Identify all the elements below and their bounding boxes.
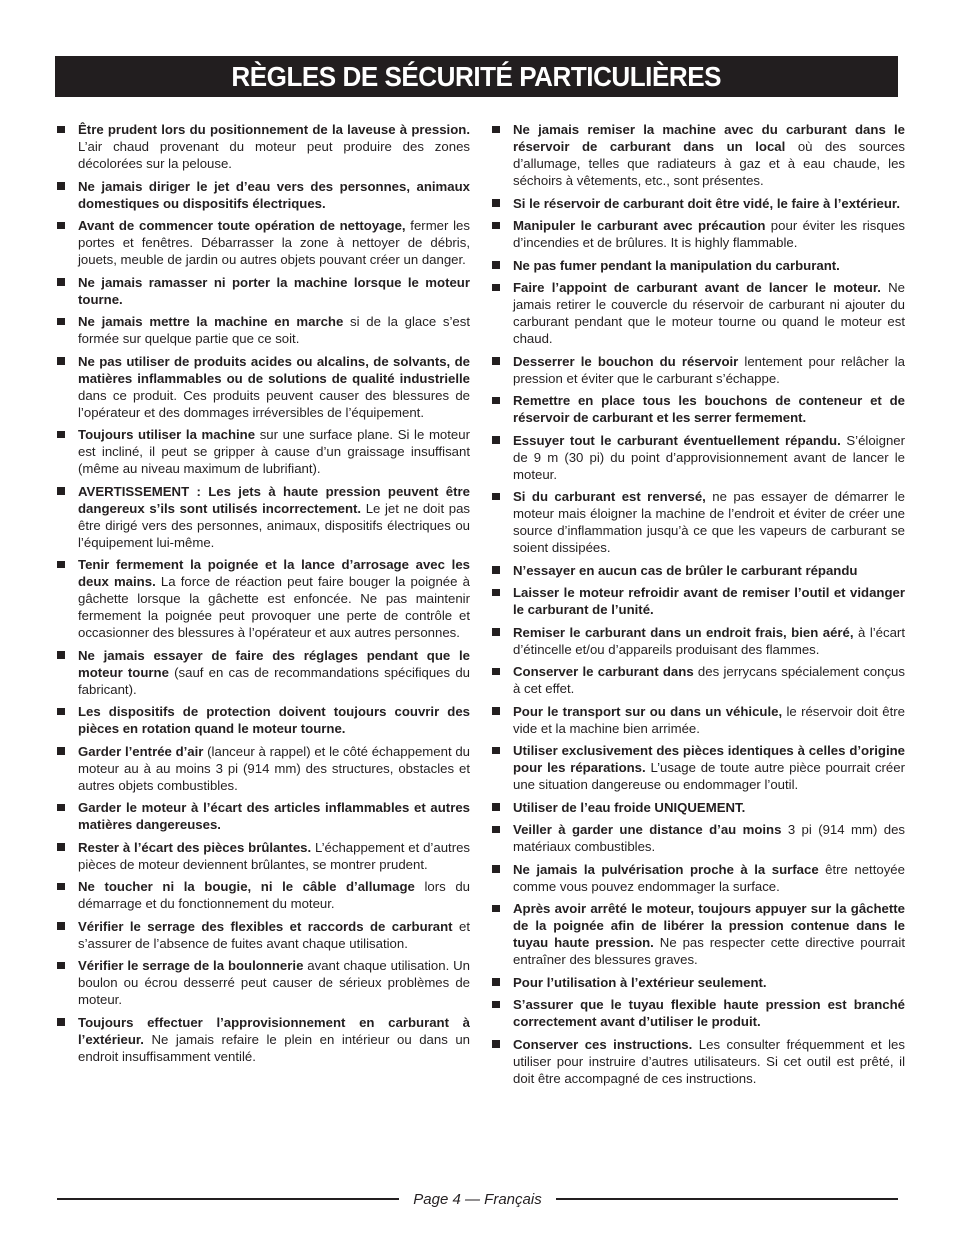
rule-body: Ne jamais retirer le couvercle du réservoir de carburant ni ajouter du carburant pendant que le moteur tourne ou quand le moteur est chaud. (513, 280, 905, 346)
safety-rule-item (492, 257, 905, 274)
rule-body: L’échappement et d’autres pièces de moteur deviennent brûlantes, se montrer prudent. (78, 839, 471, 872)
content-columns (57, 121, 905, 1092)
footer-rule-right (556, 1198, 898, 1201)
rule-lead-bold: Ne jamais diriger le jet d’eau vers des personnes, animaux domestiques ou dispositifs électriques. (78, 178, 470, 211)
square-bullet-icon (57, 561, 65, 569)
rule-lead-bold: Être prudent lors du positionnement de la laveuse à pression. (78, 122, 470, 137)
rule-lead-bold: Les dispositifs de protection doivent toujours couvrir des pièces en rotation quand le moteur tourne. (78, 704, 470, 736)
safety-rule-item (57, 839, 470, 873)
safety-rule-item (492, 663, 905, 697)
square-bullet-icon (57, 962, 65, 970)
safety-rule-item (492, 353, 905, 387)
square-bullet-icon (57, 922, 65, 930)
rule-lead-bold: Ne toucher ni la bougie, ni le câble d’allumage (78, 879, 415, 894)
square-bullet-icon (492, 1040, 500, 1048)
rule-body: si de la glace s’est formée sur quelque partie que ce soit. (78, 314, 471, 346)
safety-rule-item (57, 799, 470, 833)
square-bullet-icon (492, 357, 500, 365)
rule-body: fermer les portes et fenêtres. Débarrasser la zone à nettoyer de débris, jouets, meuble de jardin ou autres objets pouvant créer un danger. (78, 218, 470, 267)
section-title-bar (55, 56, 898, 97)
safety-rule-item (57, 1014, 470, 1065)
rule-lead-bold: Garder l’entrée d’air (78, 743, 204, 759)
rule-lead-bold: Après avoir arrêté le moteur, toujours appuyer sur la gâchette de la poignée afin de libérer la pression contenue dans le tuyau haute pression. (513, 901, 905, 950)
rule-lead-bold: Essuyer tout le carburant éventuellement répandu. (513, 432, 841, 448)
square-bullet-icon (492, 397, 500, 405)
rule-body: (sauf en cas de recommandations spécifiques du fabricant). (78, 664, 470, 697)
rule-body: à l’écart d’étincelle et/ou d’appareils produisant des flammes. (513, 624, 905, 657)
rule-lead-bold: Pour l’utilisation à l’extérieur seulement. (513, 974, 767, 990)
rule-lead-bold: Utiliser exclusivement des pièces identiques à celles d’origine pour les réparations. (513, 743, 905, 775)
square-bullet-icon (492, 905, 500, 913)
safety-rule-item (57, 957, 470, 1008)
safety-rule-item (492, 488, 905, 556)
rule-lead-bold: Tenir fermement la poignée et la lance d’arrosage avec les deux mains. (78, 557, 470, 589)
rule-body: pour éviter les risques d’incendies et de brûlures. It is highly flammable. (513, 218, 905, 250)
rule-body: dans ce produit. Ces produits peuvent causer des blessures de l’opérateur et des dommages irréversibles de l’équipement. (78, 387, 470, 420)
square-bullet-icon (492, 1001, 500, 1009)
rule-lead-bold: Laisser le moteur refroidir avant de remiser l’outil et vidanger le carburant de l’unité. (513, 585, 905, 617)
rule-body: le réservoir doit être vide et la machine bien arrimée. (513, 703, 905, 736)
rule-lead-bold: S’assurer que le tuyau flexible haute pression est branché correctement avant d’utiliser le produit. (513, 997, 905, 1029)
safety-rule-item (57, 556, 470, 641)
square-bullet-icon (492, 126, 500, 134)
square-bullet-icon (492, 566, 500, 574)
safety-rule-item (492, 799, 905, 816)
rule-lead-bold: Pour le transport sur ou dans un véhicule, (513, 703, 783, 719)
rule-lead-bold: Ne pas utiliser de produits acides ou alcalins, de solvants, de matières inflammables ou de solutions de qualité industrielle (78, 353, 470, 386)
safety-rule-item (492, 392, 905, 426)
square-bullet-icon (57, 708, 65, 716)
square-bullet-icon (57, 182, 65, 190)
rule-body: être nettoyée comme vous pouvez endommager la surface. (513, 861, 905, 894)
safety-rule-item (492, 900, 905, 968)
rule-body: Ne pas respecter cette directive pourrait entraîner des blessures graves. (513, 935, 905, 967)
rule-lead-bold: Toujours utiliser la machine (78, 427, 256, 442)
rule-body: L’air chaud provenant du moteur peut produire des zones décolorées sur la pelouse. (78, 139, 470, 171)
square-bullet-icon (57, 357, 65, 365)
rule-body: ne pas essayer de démarrer le moteur mais éloigner la machine de l’endroit et éviter de créer une source d’inflammation jusqu’à ce que les vapeurs de carburant se soient dissipées. (513, 489, 905, 555)
rule-lead-bold: Desserrer le bouchon du réservoir (513, 353, 739, 369)
safety-rule-item (492, 742, 905, 793)
square-bullet-icon (492, 826, 500, 834)
square-bullet-icon (492, 261, 500, 269)
square-bullet-icon (57, 318, 65, 326)
safety-rule-item (57, 313, 470, 347)
safety-rule-item (57, 217, 470, 268)
safety-rule-item (57, 274, 470, 308)
square-bullet-icon (492, 628, 500, 636)
safety-rule-item (492, 974, 905, 991)
square-bullet-icon (57, 222, 65, 230)
safety-rule-item (57, 647, 470, 698)
rule-body: Les consulter fréquemment et les utiliser pour instruire d’autres utilisateurs. Si cet outil est prêté, il doit être accompagné de ces instructions. (513, 1036, 905, 1086)
rule-lead-bold: Ne pas fumer pendant la manipulation du carburant. (513, 257, 840, 273)
safety-rule-item (492, 996, 905, 1030)
rule-lead-bold: Rester à l’écart des pièces brûlantes. (78, 839, 312, 855)
left-column (57, 121, 470, 1092)
safety-rule-item (57, 353, 470, 421)
rule-lead-bold: Ne jamais mettre la machine en marche (78, 314, 344, 329)
rule-body: des jerrycans spécialement conçus à cet effet. (513, 664, 905, 696)
safety-rule-item (57, 743, 470, 794)
safety-rule-item (492, 584, 905, 618)
rule-body: Ne jamais refaire le plein en intérieur ou dans un endroit insuffisamment ventilé. (78, 1031, 470, 1064)
square-bullet-icon (57, 843, 65, 851)
rule-lead-bold: AVERTISSEMENT : Les jets à haute pression peuvent être dangereux s’ils sont utilisés incorrectement. (78, 483, 470, 516)
square-bullet-icon (57, 487, 65, 495)
rule-lead-bold: Utiliser de l’eau froide UNIQUEMENT. (513, 799, 746, 815)
square-bullet-icon (492, 222, 500, 230)
safety-rule-item (492, 861, 905, 895)
square-bullet-icon (57, 883, 65, 891)
rule-lead-bold: Ne jamais ramasser ni porter la machine lorsque le moteur tourne. (78, 274, 470, 307)
safety-rule-item (492, 624, 905, 658)
rule-body: et s’assurer de l’absence de fuites avant chaque utilisation. (78, 918, 470, 951)
square-bullet-icon (492, 707, 500, 715)
rule-lead-bold: Manipuler le carburant avec précaution (513, 218, 766, 233)
rule-lead-bold: Ne jamais remiser la machine avec du carburant dans le réservoir de carburant dans un local (513, 122, 905, 154)
safety-rule-item (57, 703, 470, 737)
square-bullet-icon (492, 284, 500, 292)
rule-lead-bold: Si le réservoir de carburant doit être vidé, le faire à l’extérieur. (513, 195, 901, 211)
square-bullet-icon (492, 589, 500, 597)
rule-body: sur une surface plane. Si le moteur est incliné, il peut se gripper à cause d’un graissage insuffisant (même au niveau maximum de lubrifiant). (78, 427, 470, 476)
square-bullet-icon (492, 803, 500, 811)
square-bullet-icon (492, 978, 500, 986)
rule-body: L’usage de toute autre pièce pourrait créer une situation dangereuse ou endommager l’outil. (513, 760, 905, 792)
rule-lead-bold: Conserver ces instructions. (513, 1036, 693, 1052)
right-column (492, 121, 905, 1092)
square-bullet-icon (492, 199, 500, 207)
rule-lead-bold: Remiser le carburant dans un endroit frais, bien aéré, (513, 624, 854, 640)
safety-rule-item (57, 178, 470, 212)
square-bullet-icon (492, 436, 500, 444)
rule-lead-bold: Veiller à garder une distance d’au moins (513, 822, 782, 837)
square-bullet-icon (57, 747, 65, 755)
square-bullet-icon (57, 804, 65, 812)
rule-lead-bold: Vérifier le serrage des flexibles et raccords de carburant (78, 918, 453, 934)
safety-rule-item (492, 432, 905, 483)
safety-rule-item (492, 195, 905, 212)
square-bullet-icon (492, 865, 500, 873)
rule-body: 3 pi (914 mm) des matériaux combustibles. (513, 822, 905, 854)
rule-lead-bold: Toujours effectuer l’approvisionnement en carburant à l’extérieur. (78, 1014, 470, 1047)
rule-body: Le jet ne doit pas être dirigé vers des personnes, animaux, dispositifs électriques ou l’équipement lui-même. (78, 500, 470, 550)
safety-rule-item (492, 217, 905, 251)
rule-lead-bold: Ne jamais essayer de faire des réglages pendant que le moteur tourne (78, 647, 470, 680)
safety-rule-item (57, 483, 470, 551)
rule-body: avant chaque utilisation. Un boulon ou écrou desserré peut causer de sérieux problèmes de moteur. (78, 958, 470, 1007)
rule-lead-bold: Si du carburant est renversé, (513, 489, 706, 504)
rule-lead-bold: Avant de commencer toute opération de nettoyage, (78, 218, 406, 233)
safety-rule-item (57, 426, 470, 477)
rule-body: S’éloigner de 9 m (30 pi) du point d’approvisionnement avant de lancer le moteur. (513, 432, 905, 482)
page-footer (57, 1188, 898, 1210)
square-bullet-icon (57, 1018, 65, 1026)
rule-body: lors du démarrage et du fonctionnement du moteur. (78, 879, 470, 911)
rule-lead-bold: N’essayer en aucun cas de brûler le carburant répandu (513, 562, 858, 578)
rule-lead-bold: Garder le moteur à l’écart des articles inflammables et autres matières dangereuses. (78, 800, 470, 832)
square-bullet-icon (492, 747, 500, 755)
safety-rule-item (492, 121, 905, 189)
safety-rule-item (492, 703, 905, 737)
square-bullet-icon (492, 668, 500, 676)
safety-rule-item (492, 1036, 905, 1087)
footer-rule-left (57, 1198, 399, 1201)
safety-rule-item (57, 878, 470, 912)
rule-lead-bold: Ne jamais la pulvérisation proche à la surface (513, 861, 819, 877)
square-bullet-icon (57, 431, 65, 439)
safety-rule-item (492, 821, 905, 855)
page-title: RÈGLES DE SÉCURITÉ PARTICULIÈRES (231, 60, 722, 92)
page-number: Page 4 — Français (413, 1190, 542, 1208)
rule-body: (lanceur à rappel) et le côté échappement du moteur au à au moins 3 pi (914 mm) des structures, obstacles et autres objets combustibles. (78, 743, 470, 793)
safety-rule-item (57, 918, 470, 952)
square-bullet-icon (57, 278, 65, 286)
rule-body: lentement pour relâcher la pression et éviter que le carburant s’échappe. (513, 353, 905, 386)
safety-rule-item (492, 279, 905, 347)
safety-rule-item (492, 562, 905, 579)
rule-lead-bold: Conserver le carburant dans (513, 664, 694, 679)
rule-lead-bold: Faire l’appoint de carburant avant de lancer le moteur. (513, 280, 881, 295)
rule-lead-bold: Remettre en place tous les bouchons de conteneur et de réservoir de carburant et les serrer fermement. (513, 393, 905, 425)
rule-body: La force de réaction peut faire bouger la poignée à gâchette lorsque la gâchette est enfoncée. Ne pas maintenir fermement la poignée peut provoquer une perte de contrôle et occasionner des blessures à l’opérateur et aux autres personnes. (78, 574, 470, 640)
square-bullet-icon (57, 126, 65, 134)
square-bullet-icon (492, 493, 500, 501)
safety-rule-item (57, 121, 470, 172)
rule-body: où des sources d’allumage, telles que radiateurs à gaz et à eau chaude, les séchoirs à vêtements, etc., sont présentes. (513, 139, 905, 188)
rule-lead-bold: Vérifier le serrage de la boulonnerie (78, 958, 304, 973)
square-bullet-icon (57, 651, 65, 659)
